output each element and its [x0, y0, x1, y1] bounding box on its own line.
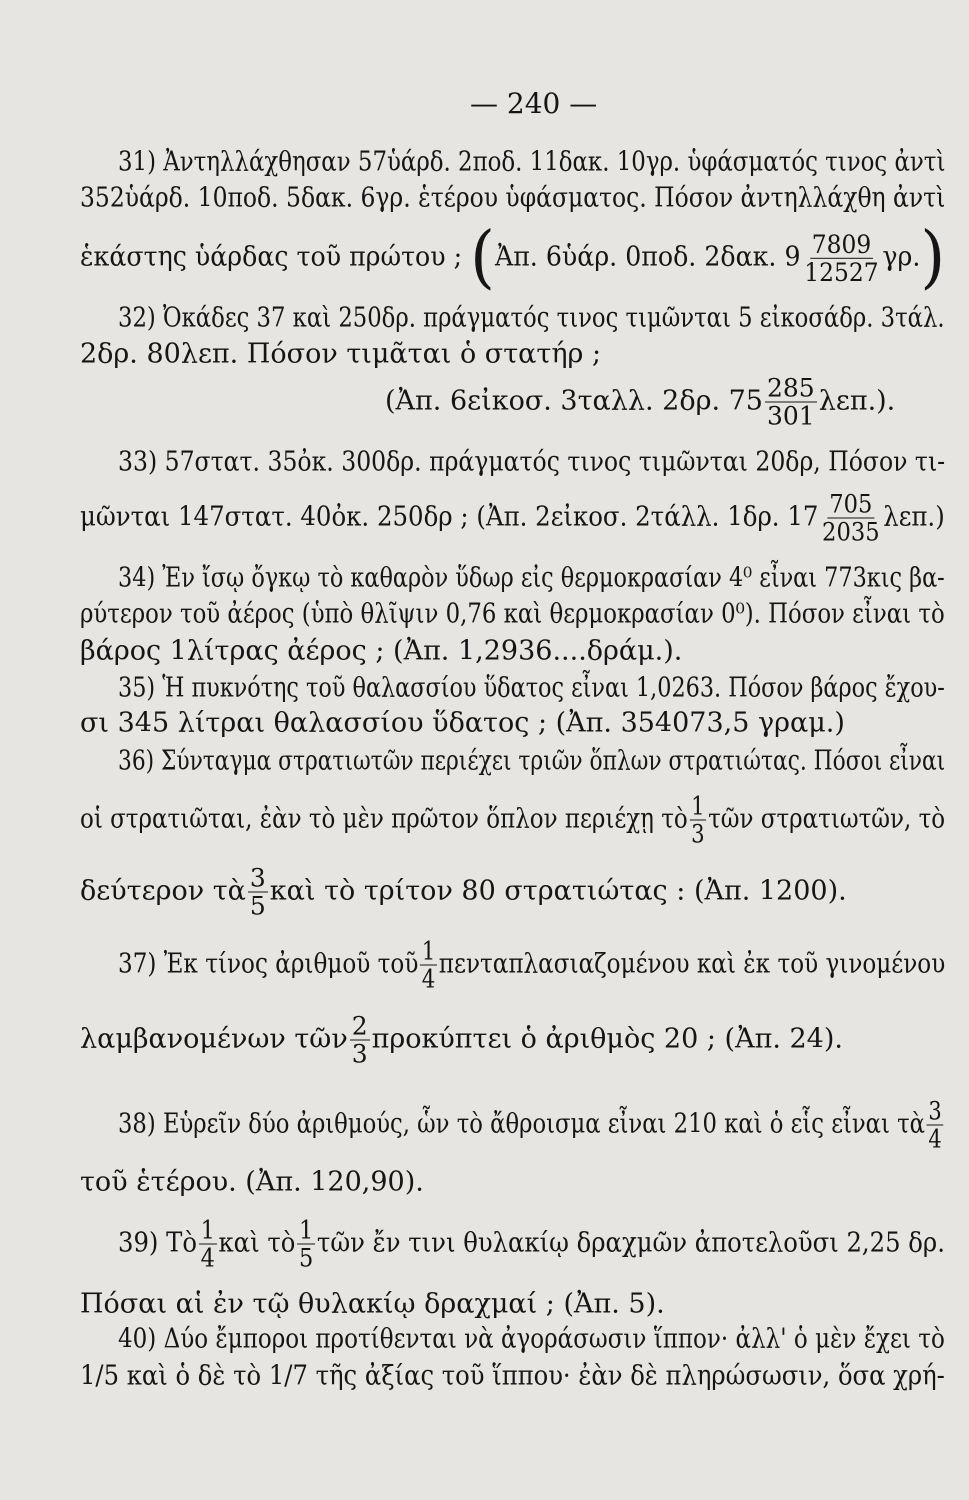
text-run: τῶν στρατιωτῶν, τὸ — [708, 803, 946, 835]
fraction — [248, 863, 268, 921]
text-run: μῶνται 147στατ. 40ὀκ. 250δρ ; (Ἀπ. 2εἰκοσ. 2τάλλ. 1δρ. 17 — [80, 501, 819, 533]
text-run: οἱ στρατιῶται, ἐὰν τὸ μὲν πρῶτον ὅπλον περιέχῃ τὸ — [80, 803, 688, 835]
text-run: 39) Τὸ — [118, 1227, 197, 1259]
fraction — [802, 229, 880, 287]
text-line-p31-l3 — [80, 217, 946, 297]
text-line-p40-l2 — [80, 1360, 945, 1392]
text-line-p33-l2 — [80, 489, 945, 547]
fraction — [420, 936, 437, 994]
text-run: (Ἀπ. 6εἰκοσ. 3ταλλ. 2δρ. 75 — [385, 385, 763, 417]
fraction-denominator: 3 — [351, 1039, 368, 1069]
fraction-denominator: 4 — [421, 964, 436, 994]
fraction — [199, 1215, 217, 1273]
text-run: καὶ τὸ τρίτον 80 στρατιώτας : (Ἀπ. 1200). — [269, 875, 847, 907]
fraction-denominator: 4 — [200, 1243, 215, 1273]
fraction-numerator: 3 — [928, 1096, 942, 1126]
fraction — [689, 791, 706, 849]
text-line-p32-l1 — [118, 302, 945, 334]
text-line-p38-l2 — [80, 1166, 424, 1198]
fraction-numerator: 705 — [829, 489, 873, 519]
text-line-p36-l1 — [118, 745, 946, 777]
text-run: ἑκάστης ὑάρδας τοῦ πρώτου ; — [80, 241, 471, 273]
fraction-denominator: 5 — [249, 891, 266, 921]
fraction — [350, 1011, 370, 1069]
text-run: τῶν ἔν τινι θυλακίῳ δραχμῶν ἀποτελοῦσι 2,25 δρ. — [316, 1227, 945, 1259]
text-run: γρ. — [882, 241, 921, 273]
text-run: 34) Ἐν ἴσῳ ὄγκῳ τὸ καθαρὸν ὕδωρ εἰς θερμοκρασίαν 4⁰ εἶναι 773κις βα- — [118, 562, 945, 594]
text-run: ρύτερον τοῦ ἀέρος (ὑπὸ θλῖψιν 0,76 καὶ θερμοκρασίαν 0⁰). Πόσον εἶναι τὸ — [80, 598, 945, 630]
text-run: δεύτερον τὰ — [80, 875, 246, 907]
fraction-denominator: 301 — [767, 401, 815, 431]
text-run: 1/5 καὶ ὁ δὲ τὸ 1/7 τῆς ἀξίας τοῦ ἵππου· ἐὰν δὲ πληρώσωσιν, ὅσα χρή- — [80, 1360, 945, 1392]
text-run: τοῦ ἑτέρου. (Ἀπ. 120,90). — [80, 1166, 424, 1198]
page-number: — 240 — — [470, 87, 598, 120]
text-run: λεπ.). — [818, 385, 896, 417]
text-line-p31-l2 — [80, 182, 946, 214]
text-run: 31) Ἀντηλλάχθησαν 57ὑάρδ. 2ποδ. 11δακ. 10γρ. ὑφάσματός τινος ἀντὶ — [118, 146, 946, 178]
text-line-p39-l2 — [80, 1288, 665, 1320]
fraction-numerator: 7809 — [811, 229, 872, 259]
text-run: λαμβανομένων τῶν — [80, 1023, 348, 1055]
text-line-p35-l2 — [80, 707, 845, 739]
fraction-numerator: 1 — [200, 1215, 215, 1245]
fraction — [820, 489, 881, 547]
text-run: 40) Δύο ἔμποροι προτίθενται νὰ ἀγοράσωσιν ἵππον· ἀλλ' ὁ μὲν ἔχει τὸ — [118, 1323, 945, 1355]
text-run: Πόσαι αἱ ἐν τῷ θυλακίῳ δραχμαί ; (Ἀπ. 5). — [80, 1288, 665, 1320]
text-line-p37-l2 — [80, 1011, 843, 1069]
text-run: 352ὑάρδ. 10ποδ. 5δακ. 6γρ. ἑτέρου ὑφάσματος. Πόσον ἀντηλλάχθη ἀντὶ — [80, 182, 946, 214]
text-line-p36-l2 — [80, 791, 946, 849]
fraction-denominator: 4 — [928, 1124, 942, 1154]
fraction-denominator: 5 — [299, 1243, 314, 1273]
text-run: 35) Ἡ πυκνότης τοῦ θαλασσίου ὕδατος εἶναι 1,0263. Πόσον βάρος ἔχου- — [118, 672, 945, 704]
text-run: 36) Σύνταγμα στρατιωτῶν περιέχει τριῶν ὅπλων στρατιώτας. Πόσοι εἶναι — [118, 745, 946, 777]
text-line-p34-l2 — [80, 598, 945, 630]
text-run: καὶ τὸ — [218, 1227, 296, 1259]
large-parenthesis: ( — [470, 217, 495, 297]
text-run: 38) Εὑρεῖν δύο ἀριθμούς, ὧν τὸ ἄθροισμα εἶναι 210 καὶ ὁ εἷς εἶναι τὰ — [118, 1108, 925, 1140]
fraction-numerator: 285 — [767, 373, 815, 403]
text-line-p34-l3 — [80, 635, 683, 667]
fraction-numerator: 1 — [421, 936, 436, 966]
fraction-numerator: 2 — [351, 1011, 368, 1041]
fraction-numerator: 1 — [691, 791, 705, 821]
text-line-p32-l3 — [385, 373, 896, 431]
fraction-denominator: 3 — [691, 819, 705, 849]
text-run: λεπ.) — [883, 501, 945, 533]
text-run: βάρος 1λίτρας ἀέρος ; (Ἀπ. 1,2936....δράμ.). — [80, 635, 683, 667]
text-run: προκύπτει ὁ ἀριθμὸς 20 ; (Ἀπ. 24). — [371, 1023, 843, 1055]
text-line-p40-l1 — [118, 1323, 945, 1355]
text-run: 32) Ὀκάδες 37 καὶ 250δρ. πράγματός τινος τιμῶνται 5 εἰκοσάδρ. 3τάλ. — [118, 302, 945, 334]
text-line-p33-l1 — [118, 446, 946, 478]
large-parenthesis: ) — [920, 217, 946, 297]
text-line-p39-l1 — [118, 1215, 945, 1273]
text-line-p31-l1 — [118, 146, 946, 178]
text-line-p34-l1 — [118, 562, 945, 594]
text-line-p32-l2 — [80, 338, 602, 370]
fraction — [297, 1215, 315, 1273]
text-line-p38-l1 — [118, 1096, 945, 1154]
fraction-numerator: 3 — [249, 863, 266, 893]
text-run: 37) Ἐκ τίνος ἀριθμοῦ τοῦ — [118, 948, 419, 980]
fraction-denominator: 12527 — [804, 257, 879, 287]
text-run: σι 345 λίτραι θαλασσίου ὕδατος ; (Ἀπ. 354073,5 γραμ.) — [80, 707, 845, 739]
text-line-p37-l1 — [118, 936, 946, 994]
text-line-p36-l3 — [80, 863, 847, 921]
fraction — [927, 1096, 944, 1154]
text-run: πενταπλασιαζομένου καὶ ἐκ τοῦ γινομένου — [438, 948, 946, 980]
text-run: Ἀπ. 6ὑάρ. 0ποδ. 2δακ. 9 — [494, 241, 801, 273]
fraction-denominator: 2035 — [822, 517, 880, 547]
fraction-numerator: 1 — [299, 1215, 314, 1245]
fraction — [765, 373, 817, 431]
text-run: 2δρ. 80λεπ. Πόσον τιμᾶται ὁ στατήρ ; — [80, 338, 602, 370]
text-line-p35-l1 — [118, 672, 945, 704]
text-run: 33) 57στατ. 35ὀκ. 300δρ. πράγματός τινος τιμῶνται 20δρ, Πόσον τι- — [118, 446, 946, 478]
